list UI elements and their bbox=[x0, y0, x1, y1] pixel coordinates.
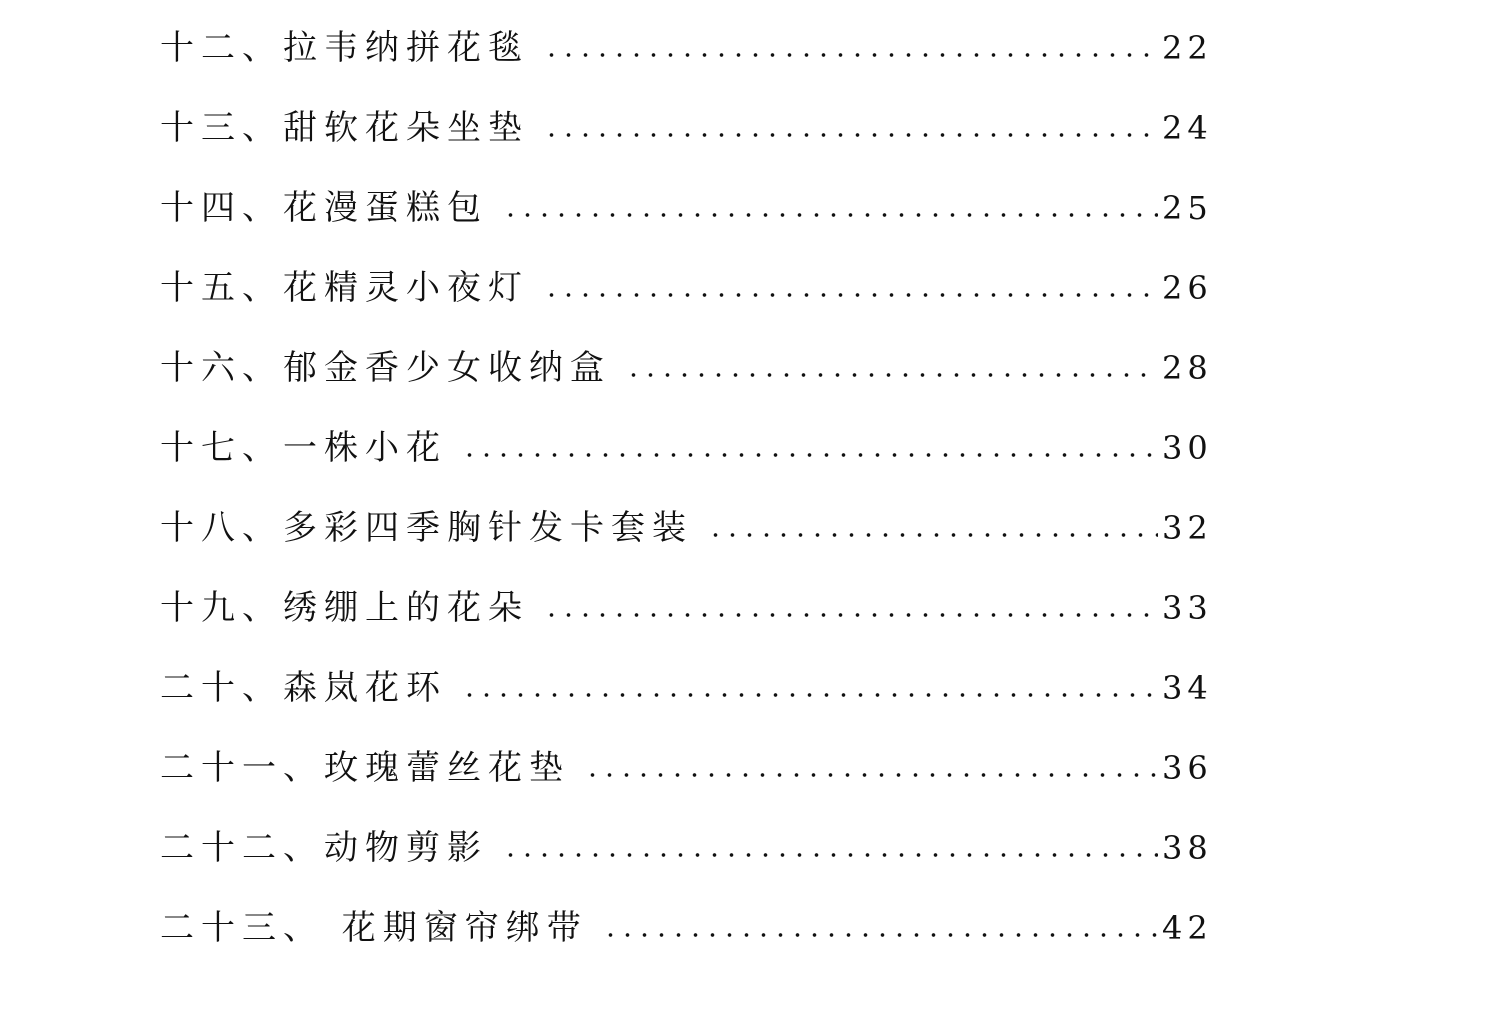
toc-dot-leader bbox=[502, 188, 1158, 228]
toc-entry[interactable] bbox=[160, 348, 1220, 428]
toc-entry-page: 38 bbox=[1162, 829, 1213, 867]
toc-entry-page: 28 bbox=[1162, 349, 1213, 387]
toc-entry[interactable] bbox=[160, 908, 1220, 988]
toc-entry-page: 42 bbox=[1162, 909, 1213, 947]
toc-dot-leader bbox=[461, 428, 1158, 468]
toc-entry-title: 十四、花漫蛋糕包 bbox=[160, 188, 488, 228]
toc-dot-leader bbox=[461, 668, 1158, 708]
toc-entry-page: 32 bbox=[1162, 509, 1213, 547]
toc-entry[interactable] bbox=[160, 828, 1220, 908]
toc-entry-page: 24 bbox=[1162, 109, 1213, 147]
toc-entry-title: 十九、绣绷上的花朵 bbox=[160, 588, 529, 628]
toc-dot-leader bbox=[543, 268, 1158, 308]
toc-dot-leader bbox=[625, 348, 1158, 388]
toc-entry-title: 十三、甜软花朵坐垫 bbox=[160, 108, 529, 148]
toc-dot-leader bbox=[543, 108, 1158, 148]
toc-entry[interactable] bbox=[160, 188, 1220, 268]
toc-dot-leader bbox=[707, 508, 1158, 548]
toc-dot-leader bbox=[602, 908, 1158, 948]
toc-entry[interactable] bbox=[160, 268, 1220, 348]
toc-entry-title: 十七、一株小花 bbox=[160, 428, 447, 468]
toc-dot-leader bbox=[543, 588, 1158, 628]
toc-dot-leader bbox=[543, 28, 1158, 68]
toc-entry-page: 26 bbox=[1162, 269, 1213, 307]
toc-entry-title: 十二、拉韦纳拼花毯 bbox=[160, 28, 529, 68]
toc-entry[interactable] bbox=[160, 508, 1220, 588]
table-of-contents bbox=[160, 28, 1220, 988]
toc-entry-page: 34 bbox=[1162, 669, 1213, 707]
toc-entry-title: 十五、花精灵小夜灯 bbox=[160, 268, 529, 308]
toc-entry[interactable] bbox=[160, 588, 1220, 668]
toc-entry-page: 33 bbox=[1162, 589, 1213, 627]
toc-entry-page: 36 bbox=[1162, 749, 1213, 787]
toc-dot-leader bbox=[502, 828, 1158, 868]
toc-entry[interactable] bbox=[160, 108, 1220, 188]
toc-dot-leader bbox=[584, 748, 1158, 788]
toc-entry[interactable] bbox=[160, 428, 1220, 508]
toc-entry-page: 30 bbox=[1162, 429, 1213, 467]
toc-entry-title: 二十一、玫瑰蕾丝花垫 bbox=[160, 748, 570, 788]
toc-entry-title: 十六、郁金香少女收纳盒 bbox=[160, 348, 611, 388]
toc-entry-title: 二十二、动物剪影 bbox=[160, 828, 488, 868]
toc-entry-title: 二十、森岚花环 bbox=[160, 668, 447, 708]
toc-entry[interactable] bbox=[160, 28, 1220, 108]
toc-entry-title: 十八、多彩四季胸针发卡套装 bbox=[160, 508, 693, 548]
toc-entry-page: 25 bbox=[1162, 189, 1213, 227]
toc-entry-title: 二十三、 花期窗帘绑带 bbox=[160, 908, 588, 948]
toc-entry-page: 22 bbox=[1162, 29, 1213, 67]
toc-entry[interactable] bbox=[160, 748, 1220, 828]
toc-entry[interactable] bbox=[160, 668, 1220, 748]
